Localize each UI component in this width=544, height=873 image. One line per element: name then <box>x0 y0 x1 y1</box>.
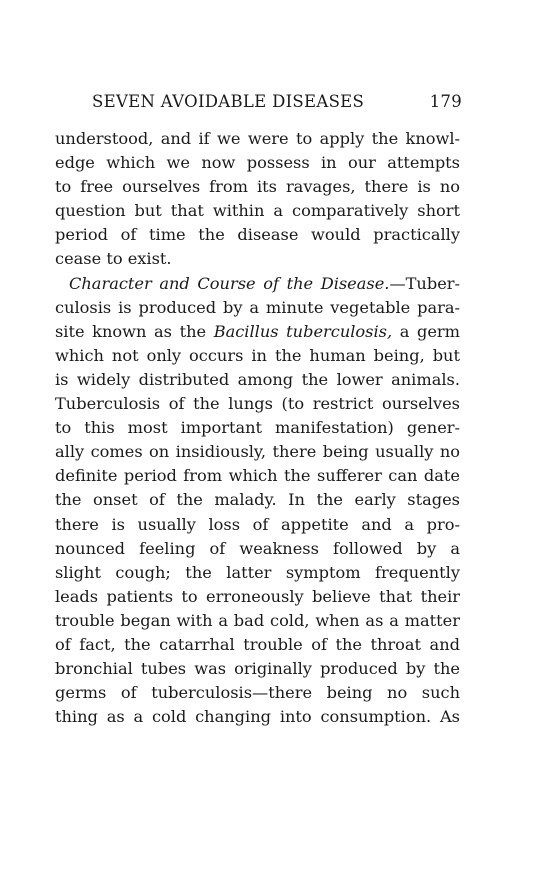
text-line: trouble began with a bad cold, when as a matter <box>55 610 460 630</box>
text-line: ally comes on insidiously, there being usually no <box>55 442 460 462</box>
text-line: to this most important manifestation) gener- <box>55 418 460 438</box>
text-line: there is usually loss of appetite and a pro- <box>55 514 460 534</box>
text-fragment: site known as the <box>55 321 214 341</box>
running-title: SEVEN AVOIDABLE DISEASES <box>92 92 365 111</box>
text-line: nounced feeling of weakness followed by a <box>55 538 460 558</box>
text-line: the onset of the malady. In the early stages <box>55 490 460 510</box>
text-line: germs of tuberculosis—there being no such <box>55 683 460 703</box>
text-fragment: —Tuber- <box>389 273 460 293</box>
text-line: thing as a cold changing into consumption. As <box>55 707 460 727</box>
text-line: slight cough; the latter symptom frequently <box>55 562 460 582</box>
text-fragment: a germ <box>392 321 460 341</box>
text-line: definite period from which the sufferer can date <box>55 466 460 486</box>
text-line: edge which we now possess in our attempts <box>55 153 460 173</box>
species-name: Bacillus tuberculosis, <box>213 321 393 341</box>
text-line: understood, and if we were to apply the knowl- <box>55 129 460 148</box>
section-heading-line <box>55 272 460 296</box>
text-line: cease to exist. <box>55 249 172 269</box>
text-line: leads patients to erroneously believe that their <box>55 586 460 606</box>
text-line <box>55 320 460 344</box>
running-header <box>92 92 462 116</box>
text-line: question but that within a comparatively short <box>55 201 460 221</box>
section-heading: Character and Course of the Disease. <box>69 273 390 293</box>
text-line: is widely distributed among the lower animals. <box>55 369 460 389</box>
text-line: period of time the disease would practically <box>55 225 460 245</box>
text-line: to free ourselves from its ravages, there is no <box>55 177 460 197</box>
text-line: Tuberculosis of the lungs (to restrict ourselves <box>55 394 460 414</box>
text-line: which not only occurs in the human being, but <box>55 345 460 365</box>
page-number: 179 <box>429 92 462 111</box>
text-line: bronchial tubes was originally produced by the <box>55 659 460 679</box>
body-text <box>55 127 460 729</box>
text-line: culosis is produced by a minute vegetable para- <box>55 297 460 317</box>
text-line: of fact, the catarrhal trouble of the throat and <box>55 634 460 654</box>
